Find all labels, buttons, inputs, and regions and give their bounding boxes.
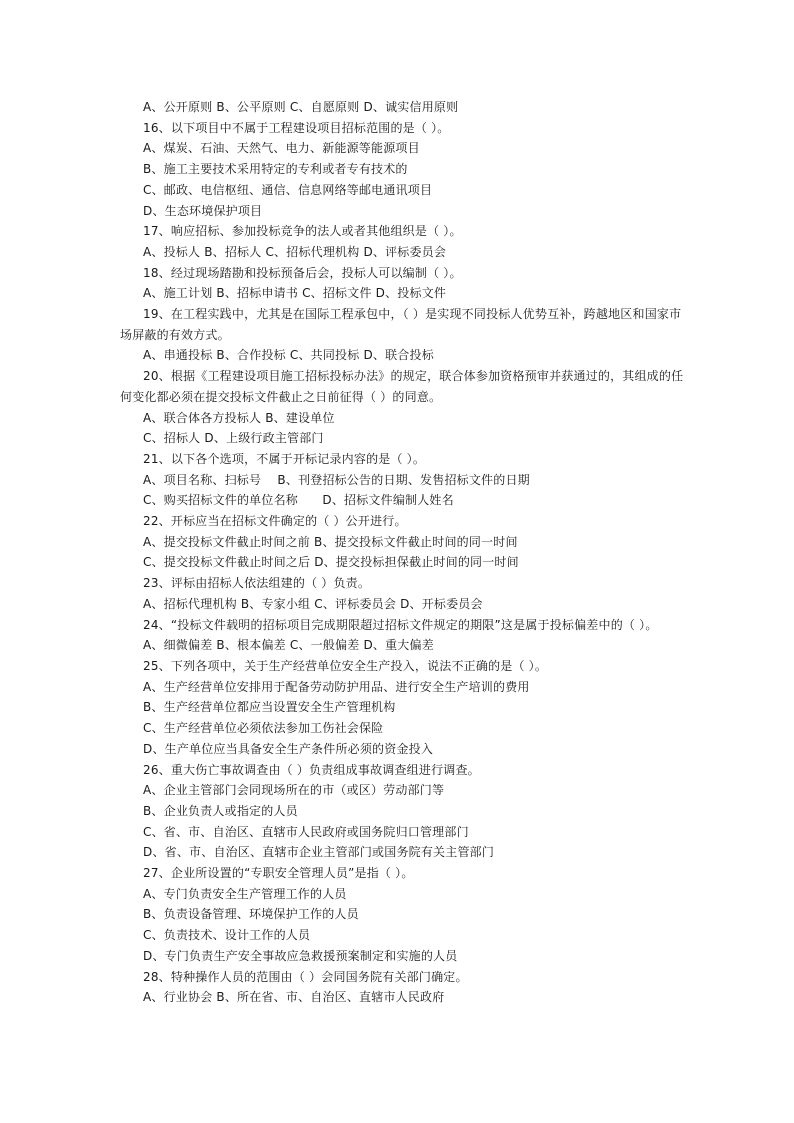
question-25: 25、下列各项中，关于生产经营单位安全生产投入，说法不正确的是（ ）。 — [143, 658, 548, 673]
option-line: A、细微偏差 B、根本偏差 C、一般偏差 D、重大偏差 — [143, 638, 434, 653]
option-line: D、生产单位应当具备安全生产条件所必须的资金投入 — [143, 741, 434, 756]
option-line: A、投标人 B、招标人 C、招标代理机构 D、评标委员会 — [143, 244, 447, 259]
option-line: A、提交投标文件截止时间之前 B、提交投标文件截止时间的同一时间 — [143, 534, 518, 549]
option-line: A、招标代理机构 B、专家小组 C、评标委员会 D、开标委员会 — [143, 596, 483, 611]
question-20: 20、根据《工程建设项目施工招标投标办法》的规定，联合体参加资格预审并获通过的，其组成的任 — [143, 369, 684, 384]
option-line: D、省、市、自治区、直辖市企业主管部门或国务院有关主管部门 — [143, 845, 495, 860]
question-19-continuation: 场屏蔽的有效方式。 — [120, 327, 230, 342]
option-line: A、生产经营单位安排用于配备劳动防护用品、进行安全生产培训的费用 — [143, 679, 530, 694]
option-line: C、省、市、自治区、直辖市人民政府或国务院归口管理部门 — [143, 824, 469, 839]
question-22: 22、开标应当在招标文件确定的（ ）公开进行。 — [143, 514, 407, 529]
option-line: B、负责设备管理、环境保护工作的人员 — [143, 907, 359, 922]
question-27: 27、企业所设置的“专职安全管理人员”是指（ ）。 — [143, 866, 414, 881]
option-line: A、串通投标 B、合作投标 C、共同投标 D、联合投标 — [143, 348, 434, 363]
option-line: C、购买招标文件的单位名称 D、招标文件编制人姓名 — [143, 493, 454, 508]
option-line: A、施工计划 B、招标申请书 C、招标文件 D、投标文件 — [143, 286, 447, 301]
text-line: A、公开原则 B、公平原则 C、自愿原则 D、诚实信用原则 — [143, 100, 459, 114]
option-line: C、生产经营单位必须依法参加工伤社会保险 — [143, 721, 384, 736]
question-16: 16、以下项目中不属于工程建设项目招标范围的是（ ）。 — [143, 120, 450, 135]
question-21: 21、以下各个选项，不属于开标记录内容的是（ ）。 — [143, 451, 426, 466]
option-line: A、项目名称、扫标号 B、刊登招标公告的日期、发售招标文件的日期 — [143, 472, 530, 487]
document-body — [120, 97, 684, 1008]
option-line: C、提交投标文件截止时间之后 D、提交投标担保截止时间的同一时间 — [143, 555, 519, 570]
option-line: D、专门负责生产安全事故应急救援预案制定和实施的人员 — [143, 948, 458, 963]
question-24: 24、“投标文件载明的招标项目完成期限超过招标文件规定的期限”这是属于投标偏差中的（ ）。 — [143, 617, 658, 632]
option-line: C、邮政、电信枢纽、通信、信息网络等邮电通讯项目 — [143, 182, 433, 197]
option-line: B、施工主要技术采用特定的专利或者专有技术的 — [143, 162, 408, 177]
question-28: 28、特种操作人员的范围由（ ）会同国务院有关部门确定。 — [143, 969, 468, 984]
question-19: 19、在工程实践中，尤其是在国际工程承包中，（ ）是实现不同投标人优势互补，跨越地区和国家市 — [143, 307, 682, 322]
question-18: 18、经过现场踏勘和投标预备后会，投标人可以编制（ ）。 — [143, 265, 462, 280]
option-line: A、企业主管部门会同现场所在的市（或区）劳动部门等 — [143, 783, 445, 798]
option-line: C、负责技术、设计工作的人员 — [143, 928, 311, 943]
question-26: 26、重大伤亡事故调查由（ ）负责组成事故调查组进行调查。 — [143, 762, 480, 777]
option-line: B、生产经营单位都应当设置安全生产管理机构 — [143, 700, 396, 715]
option-line: D、生态环境保护项目 — [143, 203, 263, 218]
question-20-continuation: 何变化都必须在提交投标文件截止之日前征得（ ）的同意。 — [120, 389, 442, 404]
question-23: 23、评标由招标人依法组建的（ ）负责。 — [143, 576, 371, 591]
option-line: A、专门负责安全生产管理工作的人员 — [143, 886, 347, 901]
option-line: B、企业负责人或指定的人员 — [143, 803, 298, 818]
option-line: A、行业协会 B、所在省、市、自治区、直辖市人民政府 — [143, 990, 445, 1005]
question-17: 17、响应招标、参加投标竞争的法人或者其他组织是（ ）。 — [143, 224, 462, 239]
option-line: A、煤炭、石油、天然气、电力、新能源等能源项目 — [143, 141, 420, 156]
option-line: C、招标人 D、上级行政主管部门 — [143, 431, 324, 446]
option-line: A、联合体各方投标人 B、建设单位 — [143, 410, 335, 425]
